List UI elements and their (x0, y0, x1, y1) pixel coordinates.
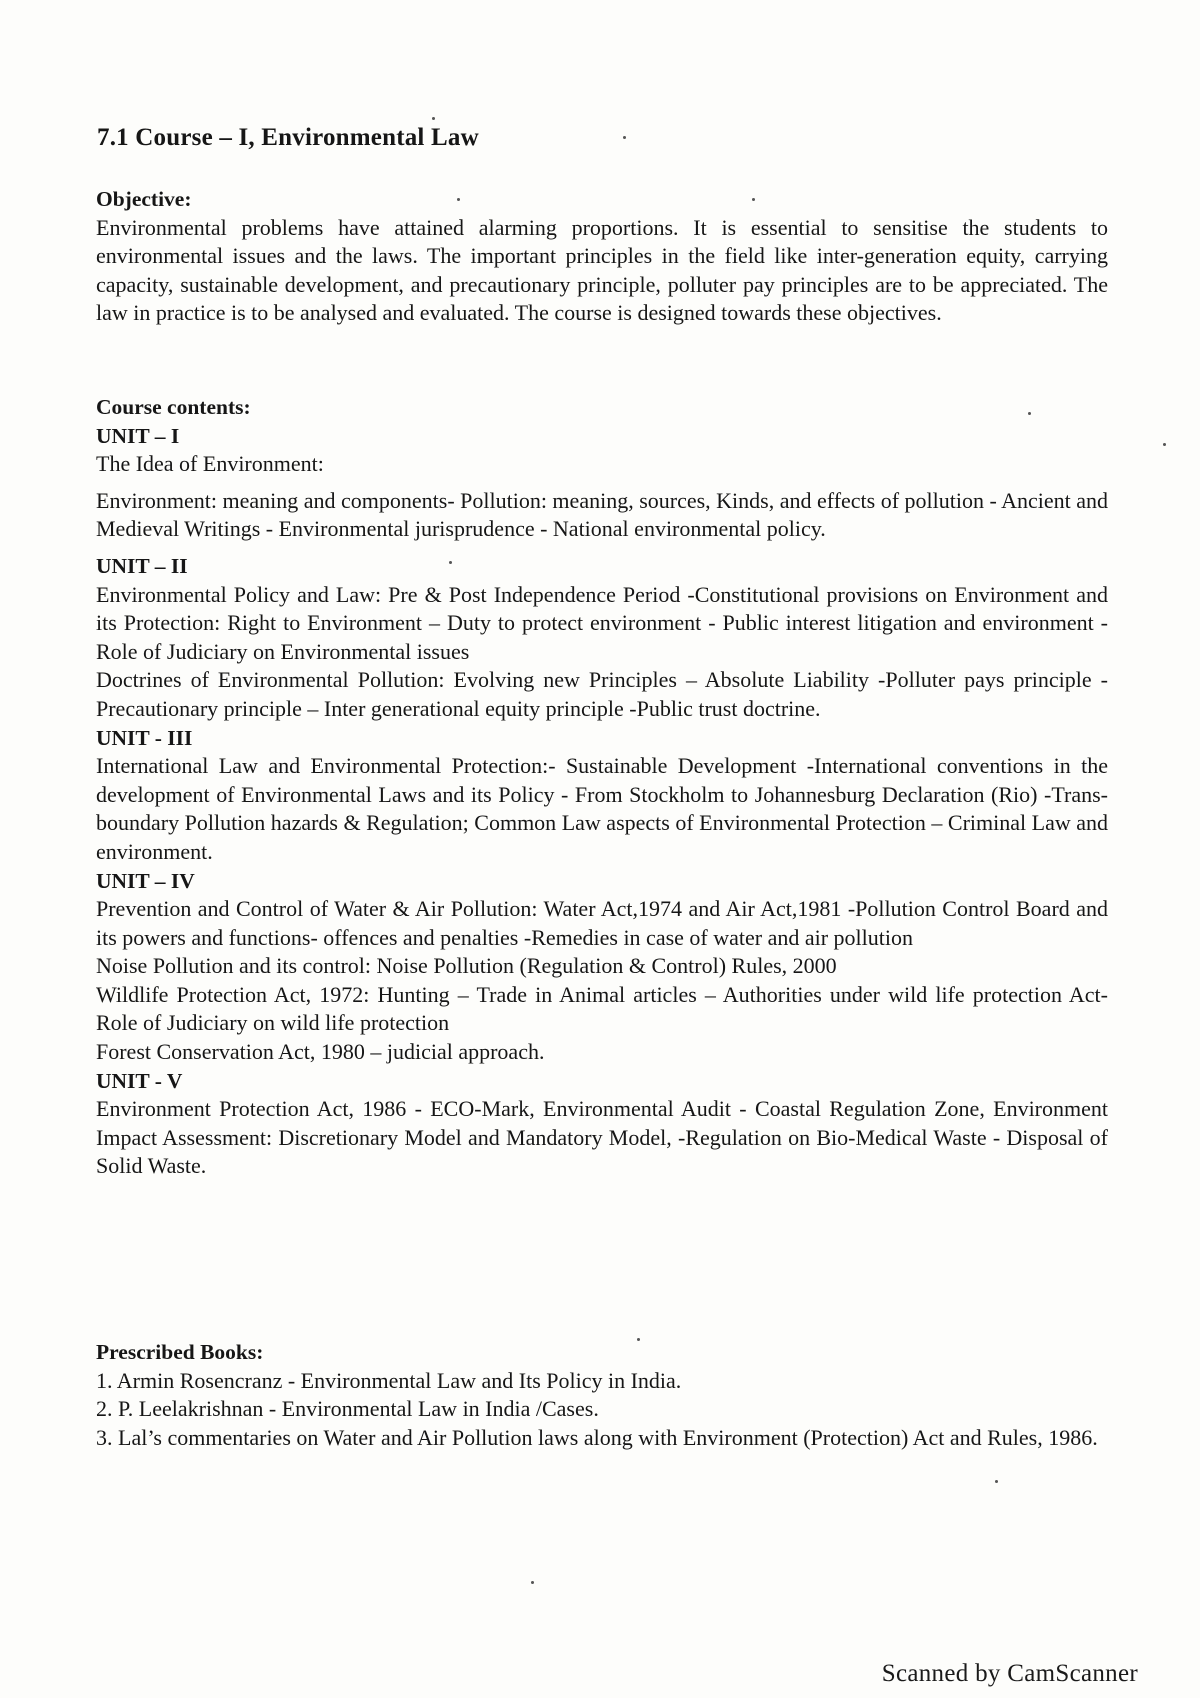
unit-paragraph: Noise Pollution and its control: Noise Pollution (Regulation & Control) Rules, 2000 (96, 953, 837, 979)
unit-2 (96, 552, 1108, 724)
unit-paragraph: Doctrines of Environmental Pollution: Evolving new Principles – Absolute Liability -Polluter pays principle - Precautionary principle – Inter generational equity principle -Public trust doctrine. (96, 667, 1108, 721)
unit-1 (96, 422, 1108, 544)
scan-speck (531, 1581, 534, 1584)
scan-speck (432, 117, 435, 120)
unit-title: UNIT – I (96, 423, 180, 448)
book-item: 3. Lal’s commentaries on Water and Air Pollution laws along with Environment (Protection) Act and Rules, 1986. (96, 1424, 1098, 1450)
scan-speck (623, 136, 626, 139)
objective-text: Environmental problems have attained alarming proportions. It is essential to sensitise the students to environmental issues and the laws. The important principles in the field like inter-generation equity, carrying capacity, sustainable development, and precautionary principle, polluter pay principles are to be appreciated. The law in practice is to be analysed and evaluated. The course is designed towards these objectives. (96, 214, 1108, 326)
unit-paragraph: Environment: meaning and components- Pollution: meaning, sources, Kinds, and effects of pollution - Ancient and Medieval Writings - Environmental jurisprudence - National environmental policy. (96, 487, 1109, 542)
unit-title: UNIT - III (96, 725, 193, 750)
scan-speck (995, 1480, 998, 1483)
unit-paragraph: Environmental Policy and Law: Pre & Post Independence Period -Constitutional provisions on Environment and its Protection: Right to Environment – Duty to protect environment - Public interest litigation and environment -Role of Judiciary on Environmental issues (96, 581, 1108, 664)
unit-paragraph: Environment Protection Act, 1986 - ECO-Mark, Environmental Audit - Coastal Regulation Zone, Environment Impact Assessment: Discretionary Model and Mandatory Model, -Regulation on Bio-Medical Waste - Disposal of Solid Waste. (96, 1096, 1108, 1179)
unit-title: UNIT – IV (96, 868, 195, 893)
scan-speck (1163, 443, 1166, 446)
unit-5 (96, 1067, 1108, 1181)
course-contents-section (96, 393, 1108, 1181)
unit-paragraph: Prevention and Control of Water & Air Pollution: Water Act,1974 and Air Act,1981 -Pollution Control Board and its powers and functions- offences and penalties -Remedies in case of water and air pollution (96, 896, 1108, 950)
unit-title: UNIT – II (96, 553, 188, 578)
unit-paragraph: Forest Conservation Act, 1980 – judicial approach. (96, 1039, 545, 1065)
course-contents-heading: Course contents: (96, 395, 251, 419)
books-list (96, 1367, 1108, 1453)
unit-4 (96, 867, 1108, 1067)
book-item: 2. P. Leelakrishnan - Environmental Law in India /Cases. (96, 1396, 599, 1422)
objective-heading: Objective: (96, 187, 192, 211)
unit-3 (96, 724, 1108, 867)
unit-paragraph: The Idea of Environment: (96, 451, 324, 477)
book-item: 1. Armin Rosencranz - Environmental Law and Its Policy in India. (96, 1367, 682, 1393)
unit-paragraph: International Law and Environmental Protection:- Sustainable Development -International conventions in the development of Environmental Laws and its Policy - From Stockholm to Johannesburg Declaration (Rio) -Trans-boundary Pollution hazards & Regulation; Common Law aspects of Environmental Protection – Criminal Law and environment. (96, 753, 1108, 864)
course-title: 7.1 Course – I, Environmental Law (97, 124, 479, 151)
prescribed-books-section (96, 1338, 1108, 1452)
scanner-watermark: Scanned by CamScanner (881, 1660, 1138, 1687)
unit-title: UNIT - V (96, 1068, 183, 1093)
unit-paragraph: Wildlife Protection Act, 1972: Hunting – Trade in Animal articles – Authorities under wild life protection Act- Role of Judiciary on wild life protection (96, 981, 1108, 1036)
objective-section (96, 185, 1108, 328)
prescribed-books-heading: Prescribed Books: (96, 1340, 264, 1364)
